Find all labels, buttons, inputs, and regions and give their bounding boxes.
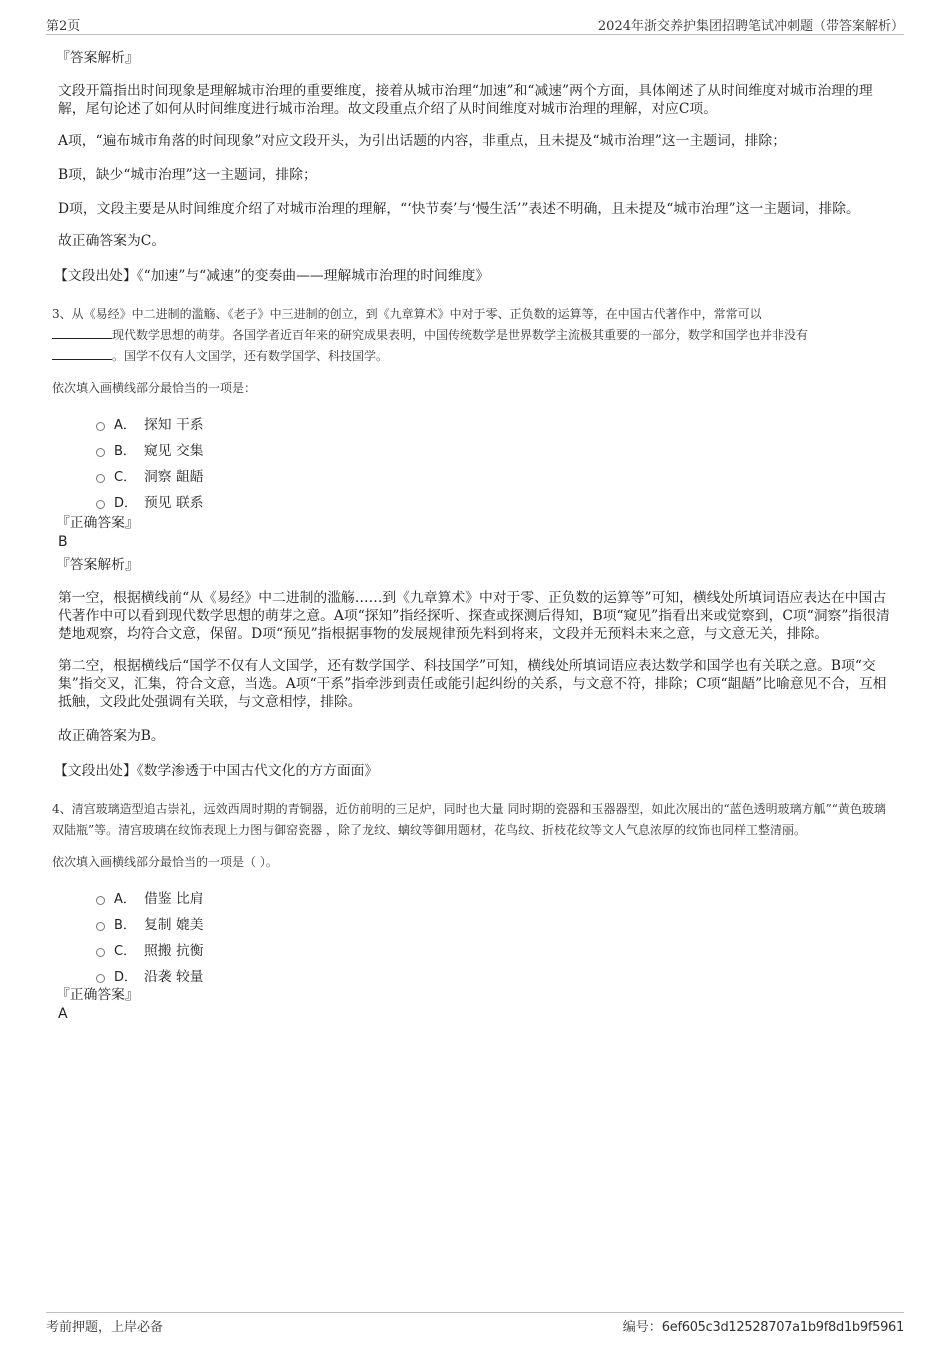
fill-blank: [52, 347, 112, 360]
correct-answer-label: 『正确答案』: [56, 515, 139, 531]
radio-icon[interactable]: [96, 422, 105, 431]
option-c[interactable]: C． 照搬 抗衡: [94, 941, 894, 967]
analysis-paragraph: 第一空，根据横线前“从《易经》中二进制的滥觞……到《九章算术》中对于零、正负数的运算等”可知，横线处所填词语应表达在中国古代著作中可以看到现代数学思想的萌芽之意。A项“探知”指经探听、探查或探测后得知，B项“窥见”指看出来或觉察到，C项“洞察”指很清楚地观察，均符合文意，保留。D项“预见”指根据事物的发展规律预先料到将来，文段并无预料未来之意，与文意无关，排除。: [58, 590, 890, 642]
question-4-text: 4、清宫玻璃造型追古崇礼，远效西周时期的青铜器，近仿前明的三足炉，同时也大量 同时期的瓷器和玉器器型，如此次展出的“蓝色透明玻璃方觚”“黄色玻璃双陆瓶”等。清宫玻璃在纹饰表现上力图与御窑瓷器 ，除了龙纹、螭纹等御用题材，花鸟纹、折枝花纹等文人气息浓厚的纹饰也同样工整清丽。: [52, 802, 886, 837]
question-3-text: 3、从《易经》中二进制的滥觞、《老子》中三进制的创立，到《九章算术》中对于零、正负数的运算等，在中国古代著作中，常常可以 现代数学思想的萌芽。各国学者近百年来的研究成果表明，中国传统数学是世界数学主流极其重要的一部分，数学和国学也并非没有 。国学不仅有人文国学，还有数学国学、科技国学。: [52, 307, 809, 363]
option-a[interactable]: A． 探知 干系: [94, 415, 894, 441]
document-id: 编号：6ef605c3d12528707a1b9f8d1b9f5961: [622, 1320, 904, 1335]
analysis-paragraph: A项，“遍布城市角落的时间现象”对应文段开头，为引出话题的内容，非重点，且未提及“城市治理”这一主题词，排除；: [58, 133, 787, 149]
question-4-options: [94, 889, 894, 985]
fill-blank: [52, 326, 112, 339]
correct-answer-label: 『正确答案』: [56, 987, 139, 1003]
analysis-conclusion: 故正确答案为B。: [58, 728, 165, 744]
question-4-instruction: 依次填入画横线部分最恰当的一项是（ ）。: [52, 855, 278, 869]
option-c[interactable]: C． 洞察 龃龉: [94, 467, 894, 493]
footer-slogan: 考前押题，上岸必备: [46, 1320, 164, 1335]
question-3-options: [94, 415, 894, 519]
radio-icon[interactable]: [96, 974, 105, 983]
page-number: 第2页: [46, 19, 81, 34]
passage-source: 【文段出处】《数学渗透于中国古代文化的方方面面》: [54, 763, 379, 779]
correct-answer-value: B: [58, 534, 68, 550]
radio-icon[interactable]: [96, 922, 105, 931]
option-b[interactable]: B． 窥见 交集: [94, 441, 894, 467]
answer-analysis-label: 『答案解析』: [56, 557, 139, 573]
analysis-conclusion: 故正确答案为C。: [58, 233, 166, 249]
passage-source: 【文段出处】《“加速”与“减速”的变奏曲——理解城市治理的时间维度》: [54, 268, 490, 284]
radio-icon[interactable]: [96, 896, 105, 905]
option-b[interactable]: B． 复制 媲美: [94, 915, 894, 941]
analysis-paragraph: 第二空，根据横线后“国学不仅有人文国学，还有数学国学、科技国学”可知，横线处所填词语应表达数学和国学也有关联之意。B项“交集”指交叉，汇集，符合文意，当选。A项“干系”指牵涉到责任或能引起纠纷的关系，与文意不符，排除；C项“龃龉”比喻意见不合，互相抵触，文段此处强调有关联，与文意相悖，排除。: [58, 658, 887, 710]
option-d[interactable]: D． 沿袭 较量: [94, 967, 894, 985]
page-footer: [46, 1312, 904, 1335]
correct-answer-value: A: [58, 1006, 68, 1022]
option-d[interactable]: D． 预见 联系: [94, 493, 894, 519]
analysis-paragraph: D项，文段主要是从时间维度介绍了对城市治理的理解，“‘快节奏’与‘慢生活’”表述不明确，且未提及“城市治理”这一主题词，排除。: [58, 201, 860, 217]
radio-icon[interactable]: [96, 500, 105, 509]
analysis-paragraph: B项，缺少“城市治理”这一主题词，排除；: [58, 167, 317, 183]
radio-icon[interactable]: [96, 448, 105, 457]
radio-icon[interactable]: [96, 474, 105, 483]
answer-analysis-label: 『答案解析』: [56, 50, 139, 66]
radio-icon[interactable]: [96, 948, 105, 957]
question-3-instruction: 依次填入画横线部分最恰当的一项是：: [52, 381, 257, 395]
document-title: 2024年浙交养护集团招聘笔试冲刺题（带答案解析）: [597, 19, 904, 34]
page-header: [46, 14, 904, 35]
page-content: [52, 48, 894, 1027]
option-a[interactable]: A． 借鉴 比肩: [94, 889, 894, 915]
analysis-paragraph: 文段开篇指出时间现象是理解城市治理的重要维度，接着从城市治理“加速”和“减速”两个方面，具体阐述了从时间维度对城市治理的理解，尾句论述了如何从时间维度进行城市治理。故文段重点介绍了从时间维度对城市治理的理解，对应C项。: [58, 83, 873, 117]
